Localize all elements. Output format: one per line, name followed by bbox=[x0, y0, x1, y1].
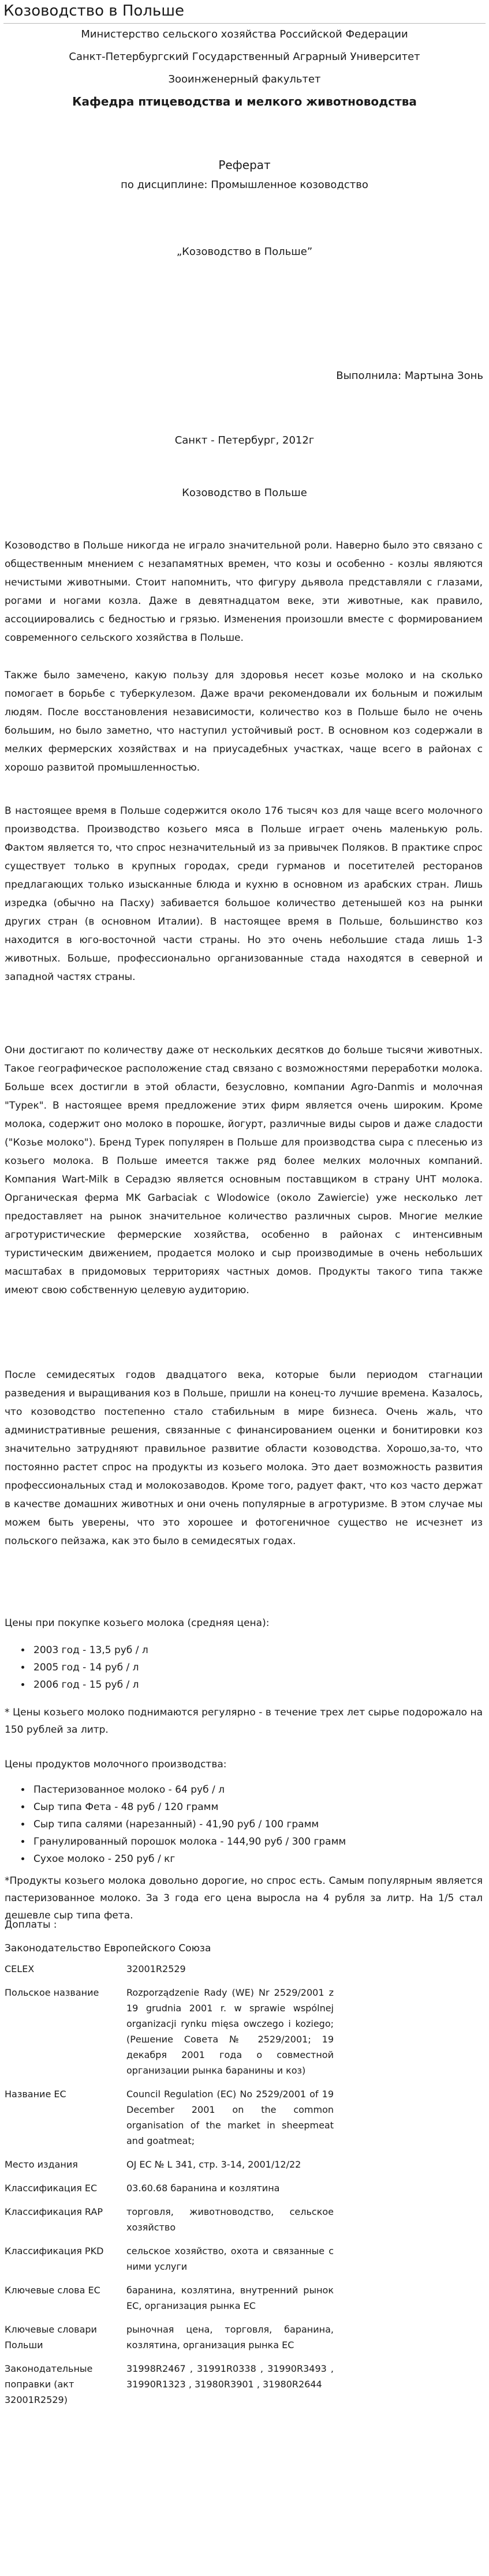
appendix-heading: Доплаты : bbox=[5, 1919, 57, 1931]
milk-prices-note: * Цены козьего молоко поднимаются регулярно - в течение трех лет сырье подорожало на 150 рублей за литр. bbox=[5, 1707, 483, 1736]
legislation-table bbox=[5, 1961, 334, 2416]
row-key: Классификация RAP bbox=[5, 2206, 103, 2217]
milk-prices-heading: Цены при покупке козьего молока (средняя цена): bbox=[5, 1617, 270, 1629]
discipline-label: по дисциплине: Промышленное козоводство bbox=[121, 179, 368, 191]
section-title: Козоводство в Польше bbox=[182, 487, 307, 499]
appendix-subheading: Законодательство Европейского Союза bbox=[5, 1943, 211, 1954]
row-value: 03.60.68 баранина и козлятина bbox=[126, 2183, 280, 2194]
product-prices-heading: Цены продуктов молочного производства: bbox=[5, 1759, 227, 1770]
place-year-line: Санкт - Петербург, 2012г bbox=[174, 434, 315, 446]
list-item: • 2003 год - 13,5 руб / л bbox=[31, 1642, 148, 1659]
title-page-header bbox=[0, 23, 489, 113]
row-value: торговля, животноводство, сельское хозяйство bbox=[126, 2206, 334, 2233]
row-key: Ключевые словари Польши bbox=[5, 2324, 97, 2350]
row-key: CELEX bbox=[5, 1963, 35, 1974]
table-row bbox=[5, 2322, 334, 2361]
row-value: Rozporządzenie Rady (WE) Nr 2529/2001 z 19 grudnia 2001 r. w sprawie wspólnej organizacji rynku mięsa owczego i koziego; (Решение Совета № 2529/2001; 19 декабря 2001 года о совместной организации рынка баранины и коз) bbox=[126, 1987, 334, 2076]
table-row bbox=[5, 2157, 334, 2180]
list-item: • Сыр типа салями (нарезанный) - 41,90 руб / 100 грамм bbox=[31, 1816, 346, 1833]
list-item: • Гранулированный порошок молока - 144,90 руб / 300 грамм bbox=[31, 1833, 346, 1850]
row-key: Законодательные поправки (акт 32001R2529) bbox=[5, 2363, 93, 2405]
ministry-line: Министерство сельского хозяйства Российской Федерации bbox=[81, 28, 408, 40]
product-prices-list bbox=[5, 1781, 346, 1868]
table-row bbox=[5, 2204, 334, 2243]
list-item: • Сухое молоко - 250 руб / кг bbox=[31, 1850, 346, 1868]
list-item: • 2006 год - 15 руб / л bbox=[31, 1676, 148, 1693]
department-line: Кафедра птицеводства и мелкого животноводства bbox=[72, 95, 417, 108]
paragraph: После семидесятых годов двадцатого века, которые были периодом стагнации разведения и выращивания коз в Польше, пришли на конец-то лучшие времена. Казалось, что козоводство постепенно стало стабильным в мире бизнеса. Очень жаль, что административные решения, связанные с финансированием оценки и бонитировки коз значительно затрудняют правильное развитие области козоводства. Хорошо,за-то, что постоянно растет спрос на продукты из козьего молока. Это дает возможность развития профессиональных стад и молокозаводов. Кроме того, радует факт, что коз часто держат в качестве домашних животных и они очень популярные в агротуризме. В этом случае мы можем быть уверены, что это хорошее и фотогеничное существо не исчезнет из польского пейзажа, как это было в семидесятых годах. bbox=[5, 1369, 483, 1547]
row-value: OJ EC № L 341, стр. 3-14, 2001/12/22 bbox=[126, 2159, 301, 2170]
row-key: Классификация ЕС bbox=[5, 2183, 98, 2194]
paragraph: Они достигают по количеству даже от нескольких десятков до больше тысячи животных. Такое географическое расположение стад связано с возможностями переработки молока. Больше всех достигли в этой области, безусловно, компании Agro-Danmis и молочная "Турек". В настоящее время предложение этих фирм является очень широким. Кроме молока, содержит оно молоко в порошке, йогурт, различные виды сыров и даже сладости ("Козье молоко"). Бренд Турек популярен в Польше для производства сыра с плесенью из козьего молока. В Польше имеется также ряд более мелких молочных компаний. Компания Wart-Milk в Серадзю является основным поставщиком в страну UHT молока. Органическая ферма MK Garbaciak с Wlodowice (около Zawiercie) уже несколько лет предоставляет на рынок значительное количество различных сыров. Многие мелкие агротуристические фермерские хозяйства, особенно в районах с интенсивным туристическим движением, продается молоко и сыр производимые в очень небольших масштабах в придомовых территориях частных домов. Продукты такого типа также имеют свою собственную целевую аудиторию. bbox=[5, 1045, 483, 1296]
table-row bbox=[5, 2243, 334, 2282]
paragraph: Козоводство в Польше никогда не играло значительной роли. Наверно было это связано с общественным мнением с незапамятных времен, что козы и особенно - козлы являются нечистыми животными. Стоит напомнить, что фигуру дьявола представляли с глазами, рогами и ногами козла. Даже в девятнадцатом веке, эти животные, как правило, ассоциировались с бедностью и грязью. Изменения произошли вместе с формированием современного сельского хозяйства в Польше. bbox=[5, 540, 483, 644]
row-key: Название ЕС bbox=[5, 2089, 66, 2100]
table-row bbox=[5, 2180, 334, 2204]
row-value: баранина, козлятина, внутренний рынок ЕС, организация рынка ЕС bbox=[126, 2285, 334, 2311]
paragraph: В настоящее время в Польше содержится около 176 тысяч коз для чаще всего молочного производства. Производство козьего мяса в Польше играет очень маленькую роль. Фактом является то, что спрос незначительный из за привычек Поляков. В практике спрос существует только в крупных городах, среди гурманов и посетителей ресторанов предлагающих только изысканные блюда и кухню в основном из арабских стран. Лишь изредка (обычно на Пасху) забивается большое количество детенышей коз на рынки других стран (в основном Италии). В настоящее время в Польше, большинство коз находится в юго-восточной части страны. Но это очень небольшие стада лишь 1-3 животных. Больше, профессионально организованные стада находятся в северной и западной частях страны. bbox=[5, 805, 483, 983]
table-row bbox=[5, 1961, 334, 1985]
product-prices-note: *Продукты козьего молока довольно дорогие, но спрос есть. Самым популярным является пастеризованное молоко. За 3 года его цена выросла на 4 рубля за литр. На 1/5 стал дешевле сыр типа фета. bbox=[5, 1875, 483, 1921]
row-key: Польское название bbox=[5, 1987, 99, 1998]
paragraph: Также было замечено, какую пользу для здоровья несет козье молоко и на сколько помогает в борьбе с туберкулезом. Даже врачи рекомендовали их больным и пожилым людям. После восстановления независимости, количество коз в Польше было не очень большим, но было заметно, что наступил устойчивый рост. В основном коз содержали в мелких фермерских хозяйствах и на приусадебных участках, чаще всего в районах с хорошо развитой промышленностью. bbox=[5, 670, 483, 773]
row-value: рыночная цена, торговля, баранина, козлятина, организация рынка ЕС bbox=[126, 2324, 334, 2350]
milk-prices-list bbox=[5, 1642, 148, 1693]
table-row bbox=[5, 2361, 334, 2416]
row-value: 32001R2529 bbox=[126, 1963, 186, 1974]
table-row bbox=[5, 2282, 334, 2322]
genre-label: Реферат bbox=[218, 158, 271, 172]
table-row bbox=[5, 1985, 334, 2086]
row-key: Ключевые слова ЕС bbox=[5, 2285, 100, 2296]
list-item: • Сыр типа Фета - 48 руб / 120 грамм bbox=[31, 1798, 346, 1816]
list-item: • 2005 год - 14 руб / л bbox=[31, 1659, 148, 1676]
row-value: Council Regulation (EC) No 2529/2001 of 19 December 2001 on the common organisation of the market in sheepmeat and goatmeat; bbox=[126, 2089, 334, 2146]
university-line: Санкт-Петербургский Государственный Аграрный Университет bbox=[69, 51, 420, 63]
row-key: Классификация PKD bbox=[5, 2245, 104, 2256]
table-row bbox=[5, 2086, 334, 2157]
faculty-line: Зооинженерный факультет bbox=[168, 73, 321, 85]
document-title: Козоводство в Польше bbox=[3, 2, 486, 24]
topic-title: „Козоводство в Польше” bbox=[176, 246, 313, 258]
row-value: сельское хозяйство, охота и связанные с ними услуги bbox=[126, 2245, 334, 2272]
row-value: 31998R2467 , 31991R0338 , 31990R3493 , 31990R1323 , 31980R3901 , 31980R2644 bbox=[126, 2363, 334, 2390]
row-key: Место издания bbox=[5, 2159, 78, 2170]
author-line: Выполнила: Мартына Зонь bbox=[336, 370, 483, 382]
list-item: • Пастеризованное молоко - 64 руб / л bbox=[31, 1781, 346, 1798]
